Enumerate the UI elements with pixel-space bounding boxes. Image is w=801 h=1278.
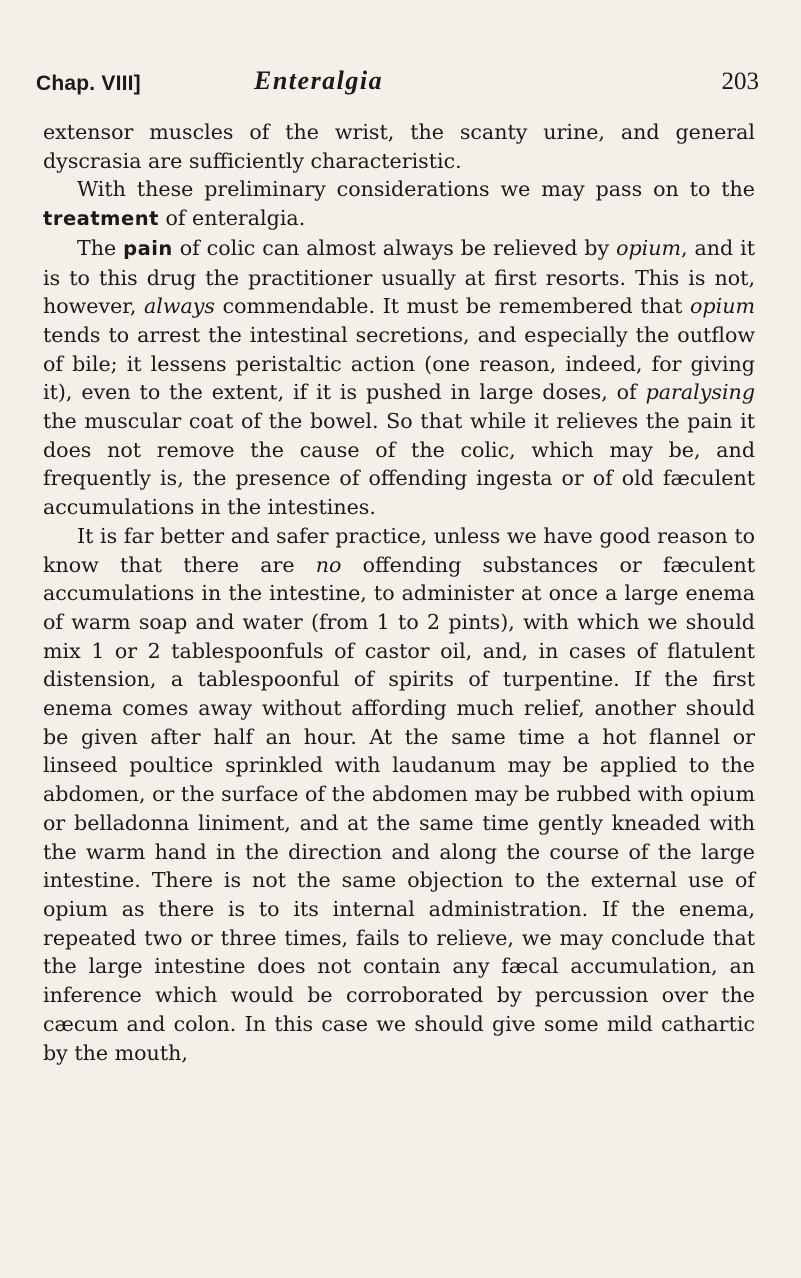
text-run: the muscular coat of the bowel. So that while it relieves the pain it does not remove the cause of the colic, which may be, and frequently is, the presence of offending ingesta or of old fæculent accumulations in the intestines. <box>43 409 755 520</box>
italic-term: opium <box>616 235 682 260</box>
paragraph <box>43 175 755 233</box>
paragraph <box>43 234 755 522</box>
paragraph <box>43 522 755 1067</box>
chapter-label: Chap. VIII] <box>36 72 141 95</box>
text-run: of colic can almost always be relieved by <box>172 235 617 260</box>
text-run: offending substances or fæculent accumulations in the intestine, to administer at once a large enema of warm soap and water (from 1 to 2 pints), with which we should mix 1 or 2 tablespoonfuls of castor oil, and, in cases of flatulent distension, a tablespoonful of spirits of turpentine. If the first enema comes away without affording much relief, another should be given after half an hour. At the same time a hot flannel or linseed poultice sprinkled with laudanum may be applied to the abdomen, or the surface of the abdomen may be rubbed with opium or belladonna liniment, and at the same time gently kneaded with the warm hand in the direction and along the course of the large intestine. There is not the same objection to the external use of opium as there is to its internal administration. If the enema, repeated two or three times, fails to relieve, we may conclude that the large intestine does not contain any fæcal accumulation, an inference which would be corroborated by percussion over the cæcum and colon. In this case we should give some mild cathartic by the mouth, <box>43 552 755 1065</box>
text-run: of enteralgia. <box>158 206 306 231</box>
text-run: extensor muscles of the wrist, the scanty urine, and general dyscrasia are sufficiently characteristic. <box>43 120 755 173</box>
bold-term: pain <box>123 236 173 260</box>
text-run: tends to arrest the intestinal secretions, and especially the outflow of bile; it lessens peristaltic action (one reason, indeed, for giving it), even to the extent, if it is pushed in large doses, of <box>43 322 755 405</box>
bold-term: treatment <box>43 207 159 231</box>
text-run: With these preliminary considerations we may pass on to the <box>77 177 755 202</box>
italic-term: opium <box>690 294 755 319</box>
italic-term: always <box>144 294 216 319</box>
page-header <box>36 62 765 102</box>
text-run: It is far better and safer practice, unless we have good reason to know that there are <box>43 523 755 577</box>
text-run: commendable. It must be remembered that <box>215 294 691 319</box>
italic-term: paralysing <box>645 380 755 405</box>
text-run: , and it is to this drug the practitioner usually at first resorts. This is not, however, <box>43 235 756 319</box>
running-title: Enteralgia <box>254 66 384 95</box>
text-run: The <box>77 235 124 260</box>
body-text <box>43 118 755 1067</box>
page-number: 203 <box>721 68 759 95</box>
paragraph <box>43 118 755 175</box>
italic-term: no <box>315 552 342 577</box>
